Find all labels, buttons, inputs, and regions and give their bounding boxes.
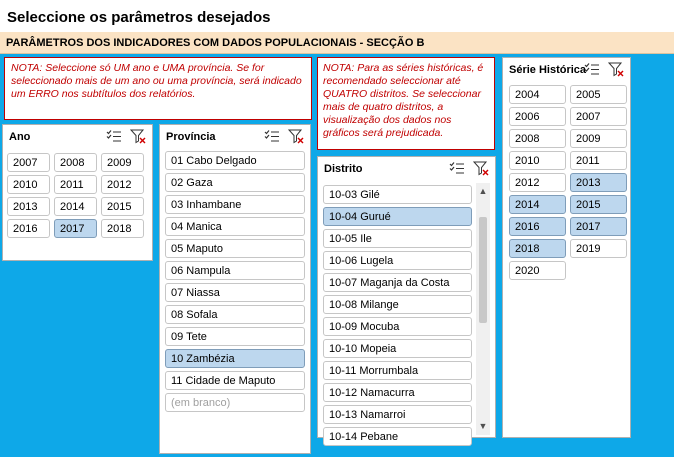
- serie-item[interactable]: 2010: [509, 151, 566, 170]
- ano-item[interactable]: 2016: [7, 219, 50, 238]
- scroll-thumb[interactable]: [479, 217, 487, 323]
- ano-item[interactable]: 2011: [54, 175, 97, 194]
- provincia-item[interactable]: 05 Maputo: [165, 239, 305, 258]
- provincia-item[interactable]: 06 Nampula: [165, 261, 305, 280]
- provincia-item[interactable]: (em branco): [165, 393, 305, 412]
- serie-item[interactable]: 2017: [570, 217, 627, 236]
- clear-filter-icon[interactable]: [130, 129, 146, 144]
- serie-item[interactable]: 2014: [509, 195, 566, 214]
- serie-item[interactable]: 2004: [509, 85, 566, 104]
- serie-item[interactable]: 2016: [509, 217, 566, 236]
- slicer-provincia-title: Província: [166, 131, 216, 143]
- clear-filter-icon[interactable]: [288, 129, 304, 144]
- distrito-item[interactable]: 10-14 Pebane: [323, 427, 472, 446]
- provincia-item[interactable]: 02 Gaza: [165, 173, 305, 192]
- ano-item[interactable]: 2012: [101, 175, 144, 194]
- slicer-ano-title: Ano: [9, 131, 31, 143]
- slicer-distrito-title: Distrito: [324, 163, 363, 175]
- clear-filter-icon[interactable]: [473, 161, 489, 176]
- ano-item[interactable]: 2014: [54, 197, 97, 216]
- distrito-item[interactable]: 10-09 Mocuba: [323, 317, 472, 336]
- distrito-item[interactable]: 10-04 Gurué: [323, 207, 472, 226]
- serie-item[interactable]: 2006: [509, 107, 566, 126]
- distrito-item[interactable]: 10-05 Ile: [323, 229, 472, 248]
- serie-item[interactable]: 2005: [570, 85, 627, 104]
- distrito-item[interactable]: 10-11 Morrumbala: [323, 361, 472, 380]
- serie-item[interactable]: 2018: [509, 239, 566, 258]
- provincia-item[interactable]: 08 Sofala: [165, 305, 305, 324]
- distrito-scrollbar[interactable]: [476, 183, 490, 435]
- multi-select-icon[interactable]: [106, 129, 122, 144]
- provincia-item[interactable]: 04 Manica: [165, 217, 305, 236]
- ano-item[interactable]: 2008: [54, 153, 97, 172]
- serie-item[interactable]: 2012: [509, 173, 566, 192]
- multi-select-icon[interactable]: [449, 161, 465, 176]
- ano-item[interactable]: 2013: [7, 197, 50, 216]
- provincia-item[interactable]: 11 Cidade de Maputo: [165, 371, 305, 390]
- provincia-item[interactable]: 07 Niassa: [165, 283, 305, 302]
- distrito-item[interactable]: 10-13 Namarroi: [323, 405, 472, 424]
- ano-item[interactable]: 2015: [101, 197, 144, 216]
- section-header: [0, 32, 674, 54]
- provincia-item[interactable]: 09 Tete: [165, 327, 305, 346]
- provincia-item[interactable]: 03 Inhambane: [165, 195, 305, 214]
- serie-item[interactable]: 2015: [570, 195, 627, 214]
- serie-item[interactable]: 2020: [509, 261, 566, 280]
- ano-item[interactable]: 2018: [101, 219, 144, 238]
- serie-item[interactable]: 2011: [570, 151, 627, 170]
- ano-item[interactable]: 2009: [101, 153, 144, 172]
- provincia-item[interactable]: 10 Zambézia: [165, 349, 305, 368]
- multi-select-icon[interactable]: [584, 62, 600, 77]
- provincia-item[interactable]: 01 Cabo Delgado: [165, 151, 305, 170]
- title-bar: [0, 0, 674, 32]
- distrito-item[interactable]: 10-12 Namacurra: [323, 383, 472, 402]
- section-title: PARÂMETROS DOS INDICADORES COM DADOS POPULACIONAIS - SECÇÃO B: [6, 37, 425, 49]
- scroll-down-icon[interactable]: ▼: [478, 421, 488, 431]
- ano-item[interactable]: 2010: [7, 175, 50, 194]
- distrito-item[interactable]: 10-10 Mopeia: [323, 339, 472, 358]
- serie-item[interactable]: 2008: [509, 129, 566, 148]
- distrito-item[interactable]: 10-08 Milange: [323, 295, 472, 314]
- distrito-item[interactable]: 10-06 Lugela: [323, 251, 472, 270]
- serie-item[interactable]: 2009: [570, 129, 627, 148]
- serie-item[interactable]: 2007: [570, 107, 627, 126]
- note-single-selection: NOTA: Seleccione só UM ano e UMA província. Se for seleccionado mais de um ano ou uma província, será indicado um ERRO nos subtítulos dos relatórios.: [4, 57, 312, 120]
- slicer-serie-historica: [502, 57, 631, 438]
- distrito-item[interactable]: 10-07 Maganja da Costa: [323, 273, 472, 292]
- scroll-up-icon[interactable]: ▲: [478, 186, 488, 196]
- ano-item[interactable]: 2017: [54, 219, 97, 238]
- serie-item[interactable]: 2019: [570, 239, 627, 258]
- slicer-serie-title: Série Histórica: [509, 64, 587, 76]
- note-historical-series: NOTA: Para as séries históricas, é recomendado seleccionar até QUATRO distritos. Se seleccionar mais de quatro distritos, a visualização dos dados nos gráficos será prejudicada.: [317, 57, 495, 150]
- slicer-ano: [2, 124, 153, 261]
- serie-item[interactable]: 2013: [570, 173, 627, 192]
- clear-filter-icon[interactable]: [608, 62, 624, 77]
- ano-item[interactable]: 2007: [7, 153, 50, 172]
- multi-select-icon[interactable]: [264, 129, 280, 144]
- slicer-provincia: [159, 124, 311, 454]
- distrito-item[interactable]: 10-03 Gilé: [323, 185, 472, 204]
- slicer-distrito: [317, 156, 496, 443]
- page-title: Seleccione os parâmetros desejados: [7, 9, 271, 26]
